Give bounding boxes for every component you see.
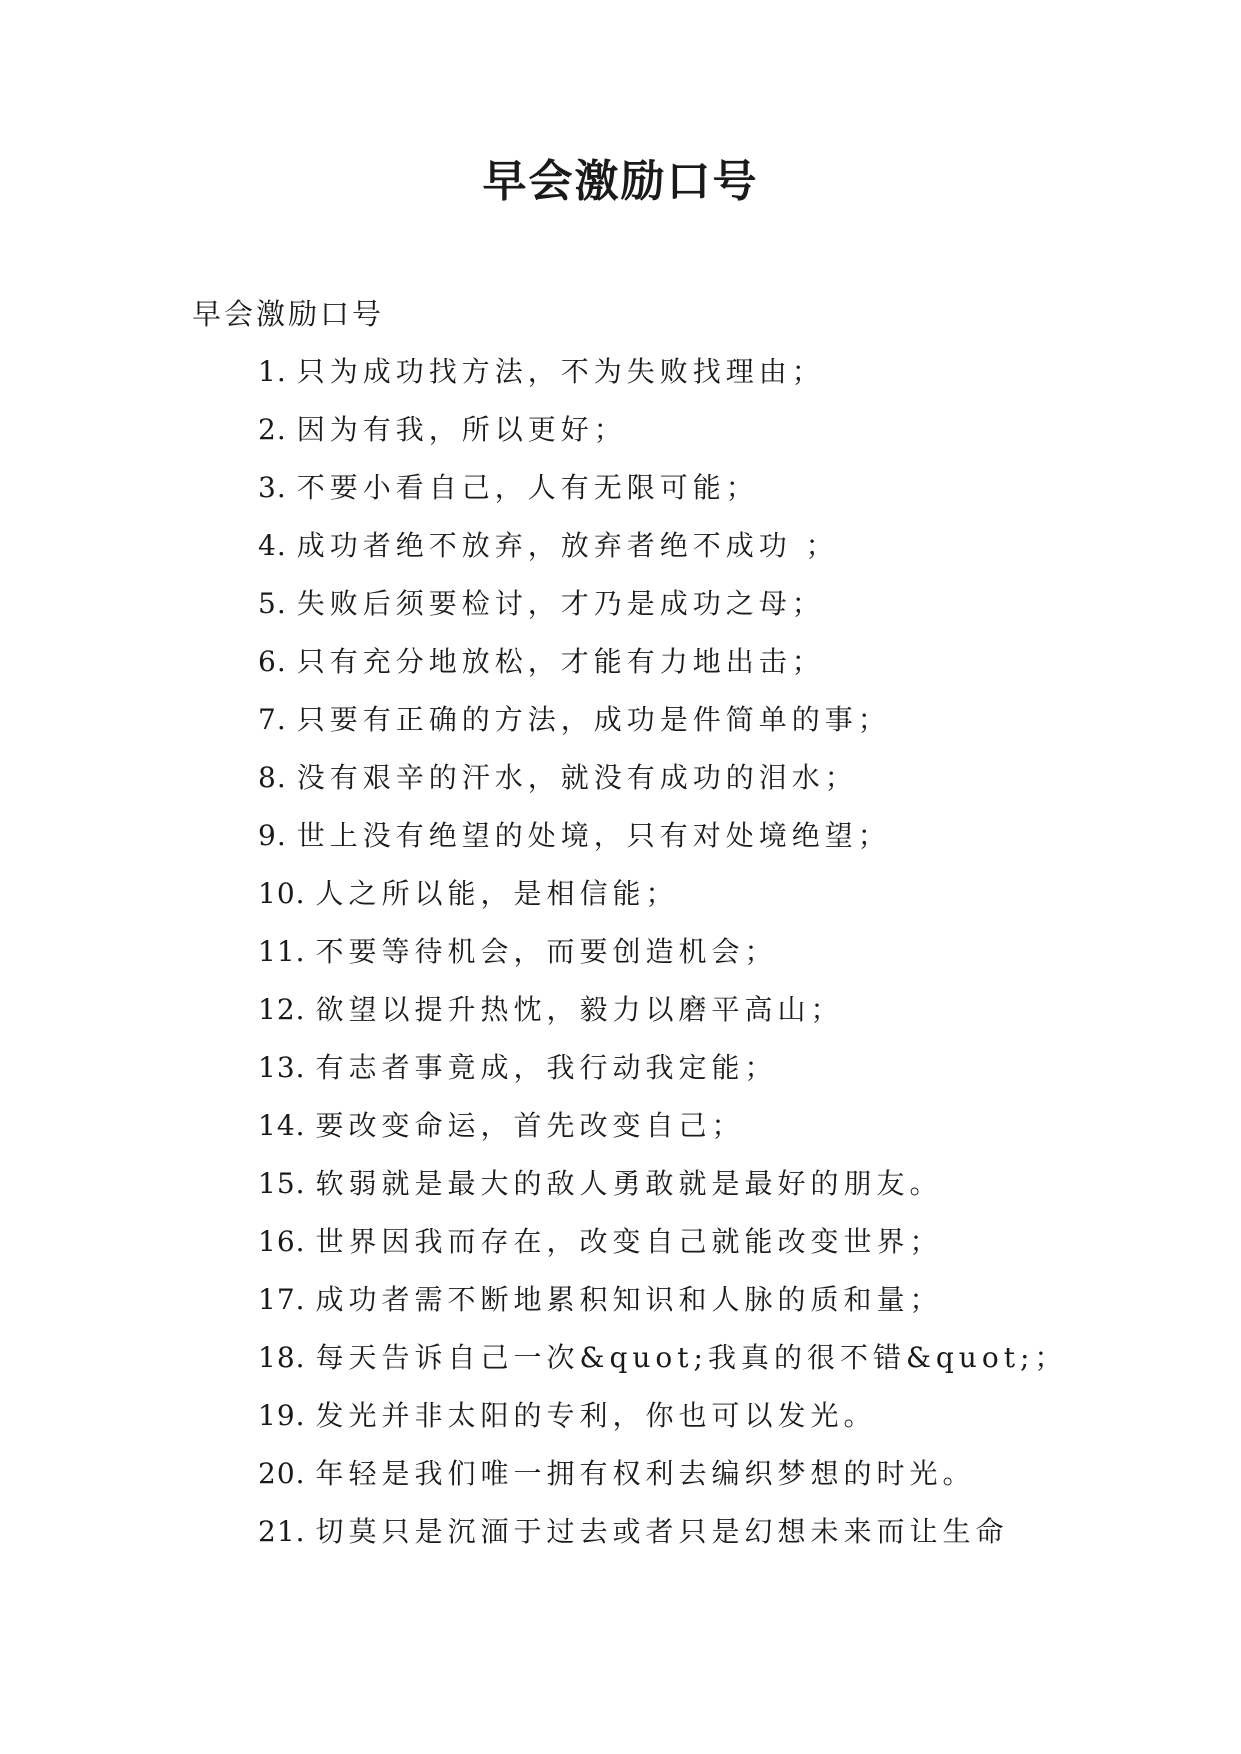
list-item bbox=[258, 466, 1158, 524]
list-item bbox=[258, 1452, 1158, 1510]
item-number: 21. bbox=[258, 1515, 306, 1548]
list-item bbox=[258, 1046, 1158, 1104]
item-number: 1. bbox=[258, 355, 287, 388]
list-item bbox=[258, 640, 1158, 698]
item-text: 因为有我，所以更好； bbox=[296, 413, 627, 446]
item-text: 不要小看自己，人有无限可能； bbox=[296, 471, 759, 504]
item-text: 失败后须要检讨，才乃是成功之母； bbox=[296, 587, 825, 620]
item-text: 不要等待机会，而要创造机会； bbox=[315, 935, 778, 968]
list-item bbox=[258, 814, 1158, 872]
item-text: 有志者事竟成，我行动我定能； bbox=[315, 1051, 778, 1084]
list-item bbox=[258, 1336, 1158, 1394]
item-number: 7. bbox=[258, 703, 287, 736]
item-text: 每天告诉自己一次&quot;我真的很不错&quot;； bbox=[315, 1341, 1068, 1374]
item-text: 只为成功找方法，不为失败找理由； bbox=[296, 355, 825, 388]
item-number: 6. bbox=[258, 645, 287, 678]
item-number: 20. bbox=[258, 1457, 306, 1490]
item-text: 要改变命运，首先改变自己； bbox=[315, 1109, 745, 1142]
item-text: 世上没有绝望的处境，只有对处境绝望； bbox=[296, 819, 891, 852]
item-text: 没有艰辛的汗水，就没有成功的泪水； bbox=[296, 761, 858, 794]
item-text: 世界因我而存在，改变自己就能改变世界； bbox=[315, 1225, 943, 1258]
item-number: 13. bbox=[258, 1051, 306, 1084]
item-text: 成功者需不断地累积知识和人脉的质和量； bbox=[315, 1283, 943, 1316]
item-text: 切莫只是沉湎于过去或者只是幻想未来而让生命 bbox=[315, 1515, 1009, 1548]
slogan-list bbox=[258, 350, 1158, 1568]
list-item bbox=[258, 988, 1158, 1046]
list-item bbox=[258, 1278, 1158, 1336]
list-item bbox=[258, 930, 1158, 988]
item-number: 10. bbox=[258, 877, 306, 910]
item-number: 19. bbox=[258, 1399, 306, 1432]
list-item bbox=[258, 1162, 1158, 1220]
item-number: 3. bbox=[258, 471, 287, 504]
list-item bbox=[258, 408, 1158, 466]
item-number: 17. bbox=[258, 1283, 306, 1316]
item-text: 只有充分地放松，才能有力地出击； bbox=[296, 645, 825, 678]
item-number: 16. bbox=[258, 1225, 306, 1258]
list-item bbox=[258, 350, 1158, 408]
subtitle: 早会激励口号 bbox=[192, 297, 385, 331]
list-item bbox=[258, 1220, 1158, 1278]
item-number: 12. bbox=[258, 993, 306, 1026]
item-number: 11. bbox=[258, 935, 306, 968]
list-item bbox=[258, 698, 1158, 756]
list-item bbox=[258, 1510, 1158, 1568]
item-text: 年轻是我们唯一拥有权利去编织梦想的时光。 bbox=[315, 1457, 976, 1490]
item-number: 9. bbox=[258, 819, 287, 852]
list-item bbox=[258, 524, 1158, 582]
list-item bbox=[258, 1104, 1158, 1162]
item-text: 软弱就是最大的敌人勇敢就是最好的朋友。 bbox=[315, 1167, 943, 1200]
item-number: 5. bbox=[258, 587, 287, 620]
item-text: 人之所以能，是相信能； bbox=[315, 877, 679, 910]
list-item bbox=[258, 1394, 1158, 1452]
item-number: 15. bbox=[258, 1167, 306, 1200]
list-item bbox=[258, 582, 1158, 640]
item-text: 只要有正确的方法，成功是件简单的事； bbox=[296, 703, 891, 736]
list-item bbox=[258, 872, 1158, 930]
list-item bbox=[258, 756, 1158, 814]
item-text: 欲望以提升热忱，毅力以磨平高山； bbox=[315, 993, 844, 1026]
item-number: 14. bbox=[258, 1109, 306, 1142]
item-number: 2. bbox=[258, 413, 287, 446]
item-number: 4. bbox=[258, 529, 287, 562]
item-number: 8. bbox=[258, 761, 287, 794]
page-title: 早会激励口号 bbox=[482, 156, 759, 207]
item-text: 发光并非太阳的专利，你也可以发光。 bbox=[315, 1399, 877, 1432]
item-number: 18. bbox=[258, 1341, 306, 1374]
item-text: 成功者绝不放弃，放弃者绝不成功 ； bbox=[296, 529, 839, 562]
